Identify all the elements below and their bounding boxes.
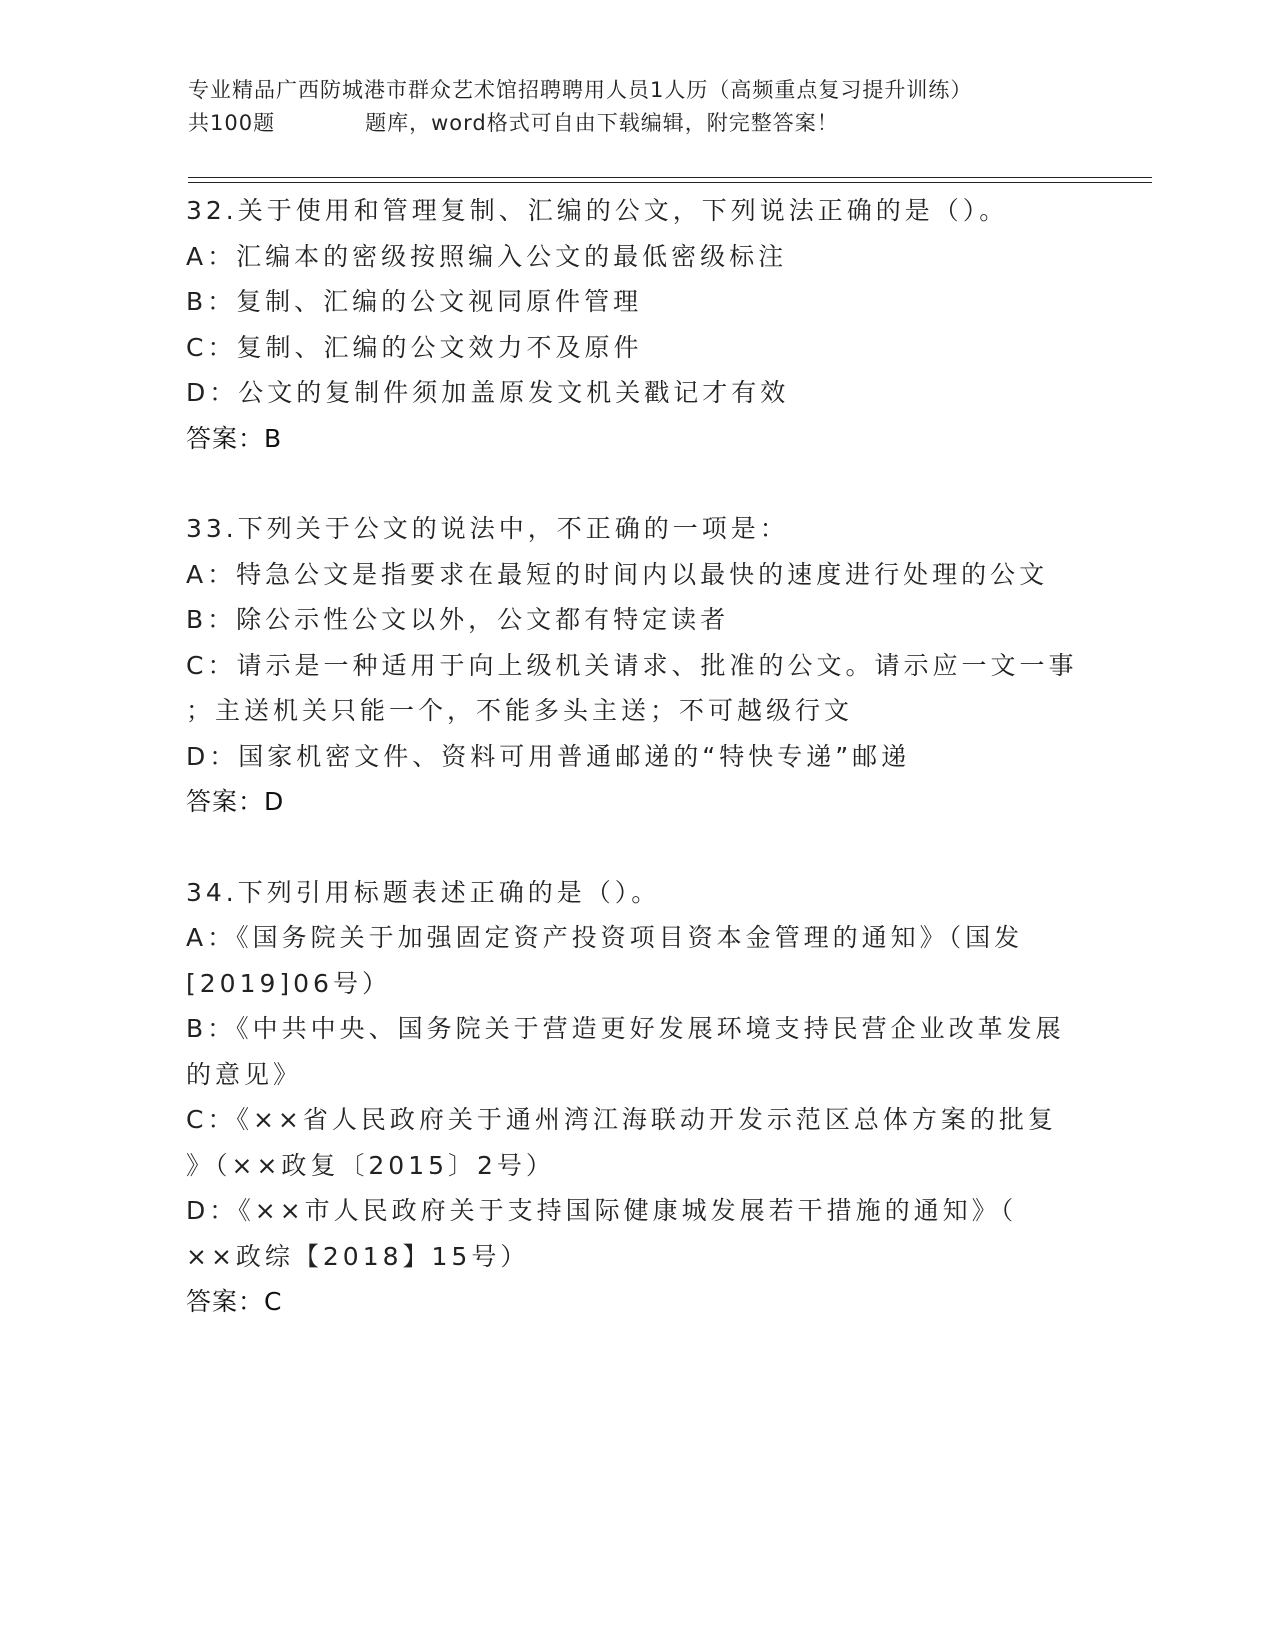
answer-line: 答案：C [186,1287,283,1316]
header-question-count: 共100题 [188,111,276,135]
option-b: B：复制、汇编的公文视同原件管理 [186,287,643,316]
questions-container [186,188,1086,1370]
option-c: C：《××省人民政府关于通州湾江海联动开发示范区总体方案的批复 [186,1105,1057,1134]
option-a: A：特急公文是指要求在最短的时间内以最快的速度进行处理的公文 [186,559,1049,589]
option-c: C：复制、汇编的公文效力不及原件 [186,332,643,362]
option-a: A：汇编本的密级按照编入公文的最低密级标注 [186,241,788,271]
header-subtitle-line [188,107,1108,140]
header-divider-bottom [188,182,1152,183]
option-b-continued: 的意见》 [186,1059,303,1089]
question-34 [186,870,1086,1325]
option-d: D：《××市人民政府关于支持国际健康城发展若干措施的通知》（ [186,1196,1018,1225]
option-c-continued: 》（××政复〔2015〕2号） [186,1150,555,1180]
option-d: D：国家机密文件、资料可用普通邮递的“特快专递”邮递 [186,741,911,771]
option-b: B：除公示性公文以外，公文都有特定读者 [186,605,730,634]
document-header [188,74,1108,140]
question-stem: 32.关于使用和管理复制、汇编的公文，下列说法正确的是（）。 [186,196,1009,225]
answer-line: 答案：D [186,787,285,816]
answer-line: 答案：B [186,423,283,453]
option-d: D：公文的复制件须加盖原发文机关戳记才有效 [186,378,790,407]
option-b: B：《中共中央、国务院关于营造更好发展环境支持民营企业改革发展 [186,1014,1065,1043]
question-33 [186,506,1086,825]
option-a: A：《国务院关于加强固定资产投资项目资本金管理的通知》（国发 [186,923,1024,952]
header-divider-top [188,177,1152,178]
header-title-line: 专业精品广西防城港市群众艺术馆招聘聘用人员1人历（高频重点复习提升训练） [188,78,973,102]
option-c-continued: ；主送机关只能一个，不能多头主送；不可越级行文 [186,696,854,725]
option-a-continued: [2019]06号） [186,968,391,998]
option-d-continued: ××政综【2018】15号） [186,1241,530,1271]
question-stem: 34.下列引用标题表述正确的是（）。 [186,877,661,907]
option-c: C：请示是一种适用于向上级机关请求、批准的公文。请示应一文一事 [186,650,1078,680]
question-32 [186,188,1086,461]
question-stem: 33.下列关于公文的说法中，不正确的一项是： [186,514,789,543]
header-format-note: 题库，word格式可自由下载编辑，附完整答案！ [365,111,839,135]
